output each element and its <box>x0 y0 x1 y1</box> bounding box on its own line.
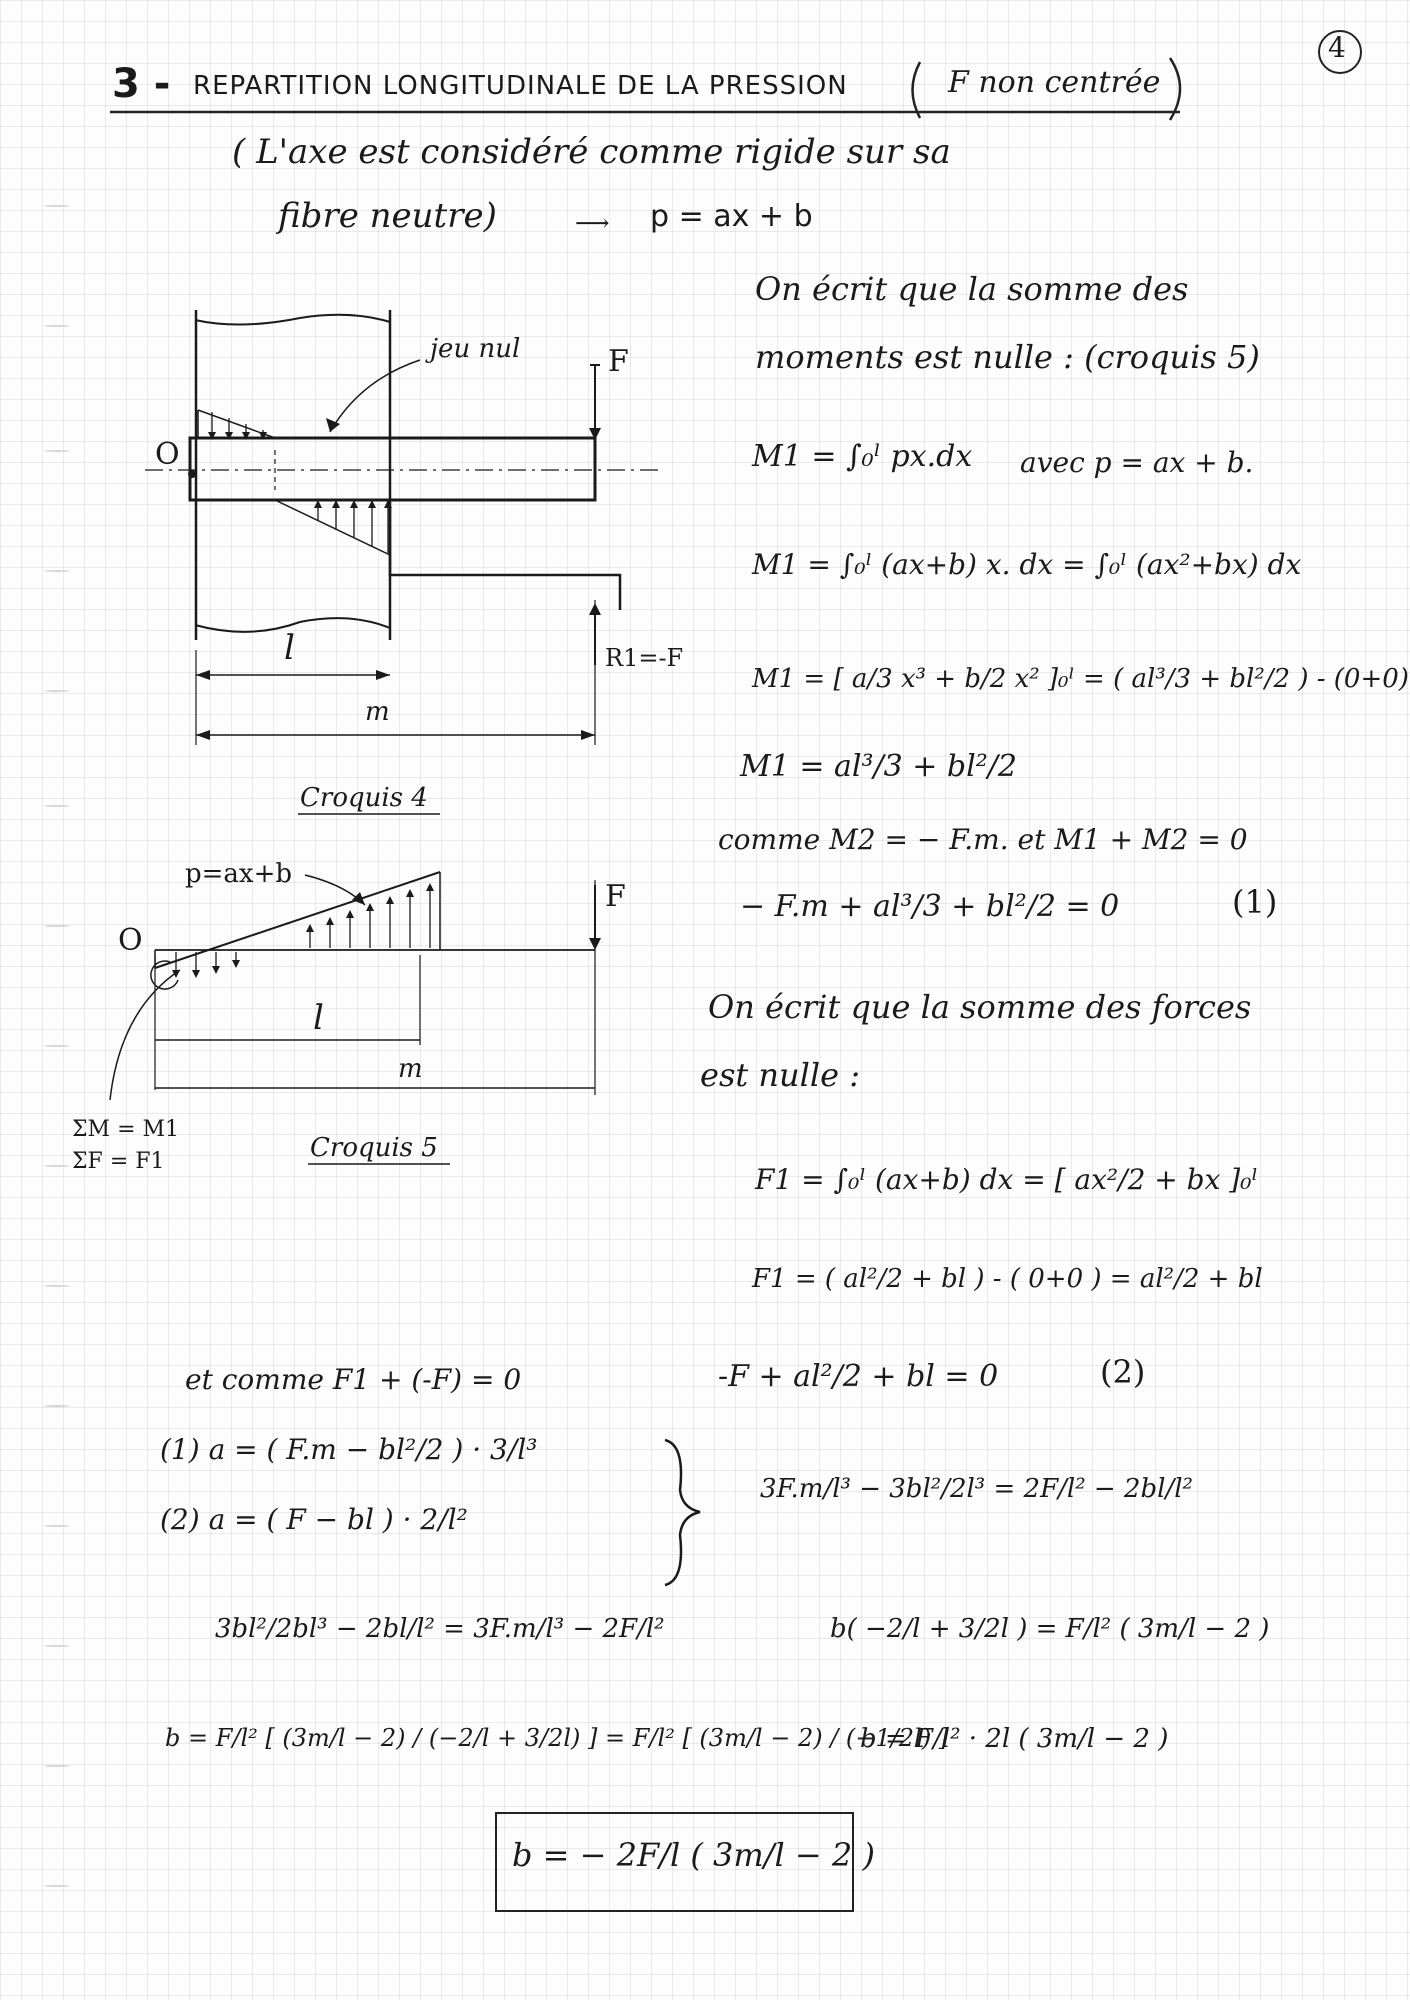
section-number: 3 - <box>112 61 171 107</box>
moment-eq-3: M1 = [ a/3 x³ + b/2 x² ]₀ˡ = ( al³/3 + bl²/2 ) - (0+0) <box>752 664 1409 694</box>
moment-eq-6: − F.m + al³/3 + bl²/2 = 0 <box>740 889 1120 924</box>
moment-eq-1: M1 = ∫₀ˡ px.dx <box>752 439 973 474</box>
force-eq-3-tag: (2) <box>1100 1353 1146 1391</box>
solution-a-1: (1) a = ( F.m − bl²/2 ) · 3/l³ <box>160 1433 538 1466</box>
moment-eq-6-tag: (1) <box>1232 883 1278 921</box>
sketch4-reaction-label: R1=-F <box>605 644 684 672</box>
moment-eq-1b: avec p = ax + b. <box>1020 446 1254 479</box>
sketch5-m-label: m <box>398 1054 423 1084</box>
solution-condition: et comme F1 + (-F) = 0 <box>185 1363 522 1396</box>
section-title: REPARTITION LONGITUDINALE DE LA PRESSION <box>193 71 848 101</box>
sketch4-caption: Croquis 4 <box>300 783 428 813</box>
sketch5-sum-moments: ΣM = M1 <box>72 1117 180 1142</box>
sketch5-origin-label: O <box>118 923 143 958</box>
forces-intro-2: est nulle : <box>700 1056 860 1094</box>
force-eq-2: F1 = ( al²/2 + bl ) - ( 0+0 ) = al²/2 + bl <box>752 1264 1263 1294</box>
section-subtitle: F non centrée <box>948 65 1161 100</box>
sketch5-pressure-label: p=ax+b <box>185 859 293 889</box>
solution-a-2: (2) a = ( F − bl ) · 2/l² <box>160 1503 468 1536</box>
sketch5-force-label: F <box>605 879 626 914</box>
force-eq-1: F1 = ∫₀ˡ (ax+b) dx = [ ax²/2 + bx ]₀ˡ <box>755 1163 1259 1196</box>
moments-intro-1: On écrit que la somme des <box>755 270 1189 308</box>
arrow-icon: ⟶ <box>575 209 610 237</box>
solution-eq-B: 3bl²/2bl³ − 2bl/l² = 3F.m/l³ − 2F/l² <box>215 1614 665 1644</box>
moments-intro-2: moments est nulle : (croquis 5) <box>755 338 1260 376</box>
solution-eq-A: 3F.m/l³ − 3bl²/2l³ = 2F/l² − 2bl/l² <box>760 1474 1193 1504</box>
forces-intro-1: On écrit que la somme des forces <box>708 988 1252 1026</box>
force-eq-3: -F + al²/2 + bl = 0 <box>718 1359 999 1394</box>
sketch4-jeu-label: jeu nul <box>430 334 521 364</box>
moment-eq-2: M1 = ∫₀ˡ (ax+b) x. dx = ∫₀ˡ (ax²+bx) dx <box>752 548 1302 581</box>
sketch4-l-label: l <box>284 628 295 668</box>
sketch5-sum-forces: ΣF = F1 <box>72 1149 165 1174</box>
pressure-law: p = ax + b <box>650 199 813 234</box>
sketch4-force-label: F <box>608 344 629 379</box>
assumption-line1: ( L'axe est considéré comme rigide sur sa <box>232 132 951 172</box>
sketch5-l-label: l <box>313 998 324 1038</box>
solution-eq-D: b = F/l² [ (3m/l − 2) / (−2/l + 3/2l) ] = F/l² [ (3m/l − 2) / (−1/2l) ] <box>165 1724 949 1752</box>
moment-eq-4: M1 = al³/3 + bl²/2 <box>740 749 1017 784</box>
solution-eq-E: b = F/l² · 2l ( 3m/l − 2 ) <box>860 1724 1169 1754</box>
sketch5-caption: Croquis 5 <box>310 1133 438 1163</box>
final-result: b = − 2F/l ( 3m/l − 2 ) <box>512 1836 875 1874</box>
sketch4-origin-label: O <box>155 437 180 472</box>
sketch4-m-label: m <box>365 697 390 727</box>
page-number: 4 <box>1328 31 1346 64</box>
moment-eq-5: comme M2 = − F.m. et M1 + M2 = 0 <box>718 823 1248 856</box>
assumption-line2: fibre neutre) <box>278 196 497 236</box>
solution-eq-C: b( −2/l + 3/2l ) = F/l² ( 3m/l − 2 ) <box>830 1614 1270 1644</box>
